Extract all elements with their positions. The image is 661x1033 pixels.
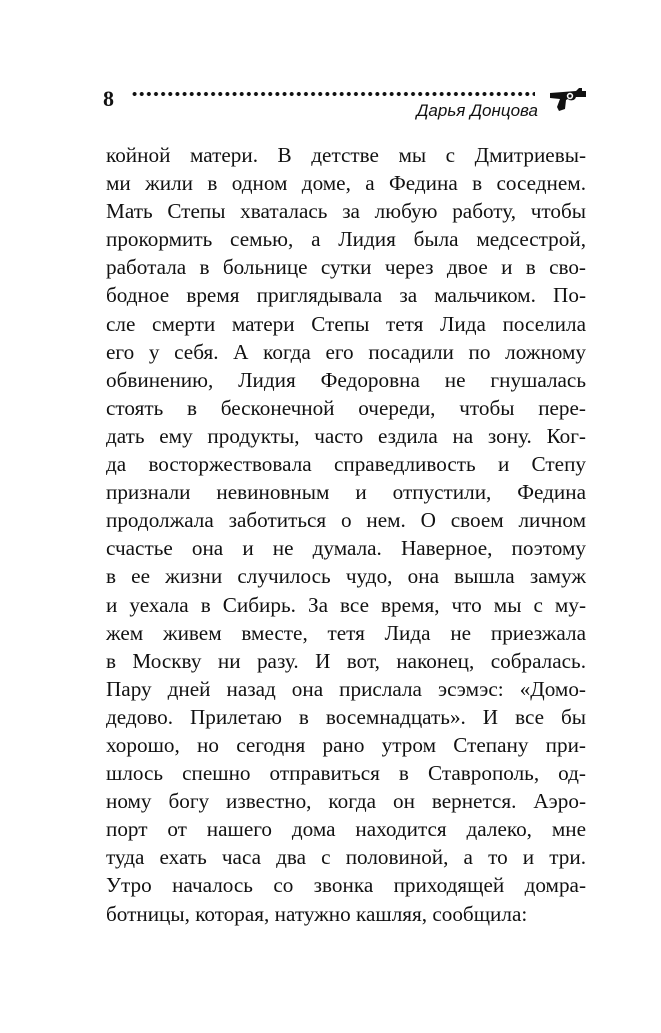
dotted-rule [131,90,535,98]
text-line: обвинению, Лидия Федоровна не гнушалась [106,367,586,392]
text-line: дедово. Прилетаю в восемнадцать». И все бы [106,704,586,729]
text-line: туда ехать часа два с половиной, а то и три. [106,845,586,870]
text-line: и уехала в Сибирь. За все время, что мы с му- [106,592,586,617]
text-line: жем живем вместе, тетя Лида не приезжала [106,620,586,645]
text-line: ботницы, которая, натужно кашляя, сообщила: [106,901,528,926]
text-line: бодное время приглядывала за мальчиком. По- [106,283,586,308]
text-line: признали невиновным и отпустили, Федина [106,480,586,505]
text-line: его у себя. А когда его посадили по ложному [106,339,586,364]
text-line: в Москву ни разу. И вот, наконец, собралась. [106,648,586,673]
text-line: прокормить семью, а Лидия была медсестрой, [106,227,586,252]
running-head-author: Дарья Донцова [416,101,538,120]
body-text [106,141,586,928]
text-line: дать ему продукты, часто ездила на зону. Ког- [106,423,586,448]
text-line: да восторжествовала справедливость и Степу [106,452,586,477]
text-line: Мать Степы хваталась за любую работу, чтобы [106,199,586,224]
text-line: ми жили в одном доме, а Федина в соседнем. [106,171,586,196]
text-line: продолжала заботиться о нем. О своем личном [106,508,586,533]
text-line: сле смерти матери Степы тетя Лида поселила [106,311,586,336]
text-line: стоять в бесконечной очереди, чтобы пере- [106,395,586,420]
text-line: Пару дней назад она прислала эсэмэс: «Домо- [106,676,586,701]
text-line: ному богу известно, когда он вернется. Аэро- [106,789,586,814]
text-line: работала в больнице сутки через двое и в сво- [106,255,586,280]
text-line: счастье она и не думала. Наверное, поэтому [106,536,586,561]
text-line: Утро началось со звонка приходящей домра- [106,873,586,898]
text-line: шлось спешно отправиться в Ставрополь, од- [106,761,586,786]
text-line: в ее жизни случилось чудо, она вышла замуж [106,564,586,589]
text-line: хорошо, но сегодня рано утром Степану при- [106,732,586,757]
page-number: 8 [103,86,114,111]
text-line: порт от нашего дома находится далеко, мне [106,817,586,842]
revolver-icon [546,83,588,113]
text-line: койной матери. В детстве мы с Дмитриевы- [106,143,586,167]
